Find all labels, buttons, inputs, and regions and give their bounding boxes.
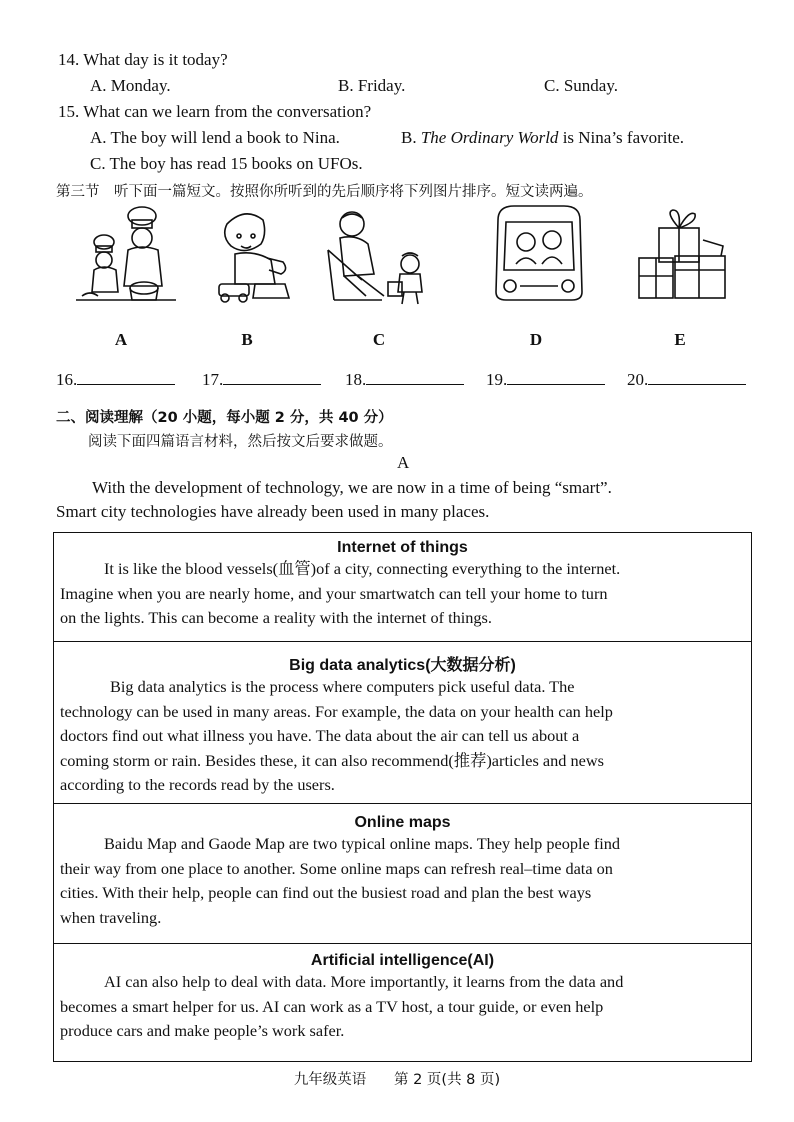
q15-book-title: The Ordinary World [420, 128, 559, 147]
footer-page-number: 第 2 页(共 8 页) [393, 1072, 501, 1088]
section-online-maps [54, 803, 751, 944]
passage-a-intro-line-2: Smart city technologies have already been used in many places. [56, 502, 490, 521]
picture-label-a: A [114, 330, 128, 349]
answer-blank-18[interactable]: 18. [345, 368, 464, 390]
picture-b-boy-with-toy-car [205, 200, 315, 308]
section-line: produce cars and make people’s work safer. [60, 1021, 345, 1041]
answer-blank-17[interactable]: 17. [202, 368, 321, 390]
footer-subject: 九年级英语 [293, 1072, 367, 1088]
q15-option-b-suffix: is Nina’s favorite. [562, 128, 685, 147]
question-14-stem: 14. What day is it today? [58, 50, 228, 69]
section-title: Artificial intelligence(AI) [310, 952, 495, 969]
section-line: when traveling. [60, 907, 162, 927]
passage-a-intro-line-1: With the development of technology, we are now in a time of being “smart”. [92, 478, 612, 497]
page-footer [0, 1068, 794, 1089]
section-line: according to the records read by the users. [60, 775, 335, 795]
answer-blank-20[interactable]: 20. [627, 368, 746, 390]
answer-blank-16[interactable]: 16. [56, 368, 175, 390]
picture-label-c: C [372, 330, 386, 349]
section3-instruction: 第三节 听下面一篇短文。按照你所听到的先后顺序将下列图片排序。短文读两遍。 [56, 184, 593, 200]
section-line: AI can also help to deal with data. More importantly, it learns from the data and [104, 972, 624, 991]
section-line: their way from one place to another. Some online maps can refresh real–time data on [60, 858, 613, 878]
picture-label-e: E [674, 330, 686, 349]
answer-blank-19[interactable]: 19. [486, 368, 605, 390]
section-line: doctors find out what illness you have. The data about the air can tell us about a [60, 726, 580, 746]
question-15-stem: 15. What can we learn from the conversation? [58, 102, 372, 121]
picture-label-d: D [529, 330, 543, 349]
section-line: becomes a smart helper for us. AI can work as a TV host, a tour guide, or even help [60, 996, 604, 1016]
reading-part-instruction: 阅读下面四篇语言材料，然后按文后要求做题。 [88, 434, 393, 450]
q14-option-a: A. Monday. [90, 76, 171, 95]
q14-option-b: B. Friday. [338, 76, 406, 95]
q15-option-a: A. The boy will lend a book to Nina. [90, 128, 340, 147]
picture-a-cooking [72, 200, 182, 308]
q15-option-b [401, 128, 684, 148]
section-artificial-intelligence [54, 943, 751, 1062]
section-line: coming storm or rain. Besides these, it can also recommend(推荐)articles and news [60, 750, 604, 770]
picture-c-grandpa-and-child [322, 200, 432, 308]
section-line: Big data analytics is the process where computers pick useful data. The [110, 677, 575, 696]
picture-label-b: B [241, 330, 253, 349]
picture-e-gift-boxes [633, 200, 743, 308]
smart-tech-table [53, 532, 752, 1062]
section-title: Internet of things [337, 539, 468, 556]
section-line: on the lights. This can become a reality with the internet of things. [60, 608, 492, 628]
q14-option-c: C. Sunday. [544, 76, 618, 95]
section-line: Imagine when you are nearly home, and your smartwatch can tell your home to turn [60, 583, 608, 603]
section-big-data-analytics [54, 641, 751, 804]
picture-d-family-in-car [484, 200, 594, 308]
section-line: cities. With their help, people can find out the busiest road and plan the best ways [60, 883, 592, 903]
section-title: Online maps [354, 814, 451, 831]
q15-option-b-prefix: B. [401, 128, 417, 147]
passage-a-label: A [397, 453, 410, 472]
reading-part-heading: 二、阅读理解（20 小题，每小题 2 分，共 40 分） [56, 410, 393, 426]
section-line: It is like the blood vessels(血管)of a city, connecting everything to the internet. [104, 559, 621, 578]
section-internet-of-things [54, 533, 751, 641]
q15-option-c: C. The boy has read 15 books on UFOs. [90, 154, 363, 173]
section-title: Big data analytics(大数据分析) [289, 657, 516, 674]
section-line: technology can be used in many areas. For example, the data on your health can help [60, 701, 613, 721]
section-line: Baidu Map and Gaode Map are two typical online maps. They help people find [104, 834, 621, 853]
